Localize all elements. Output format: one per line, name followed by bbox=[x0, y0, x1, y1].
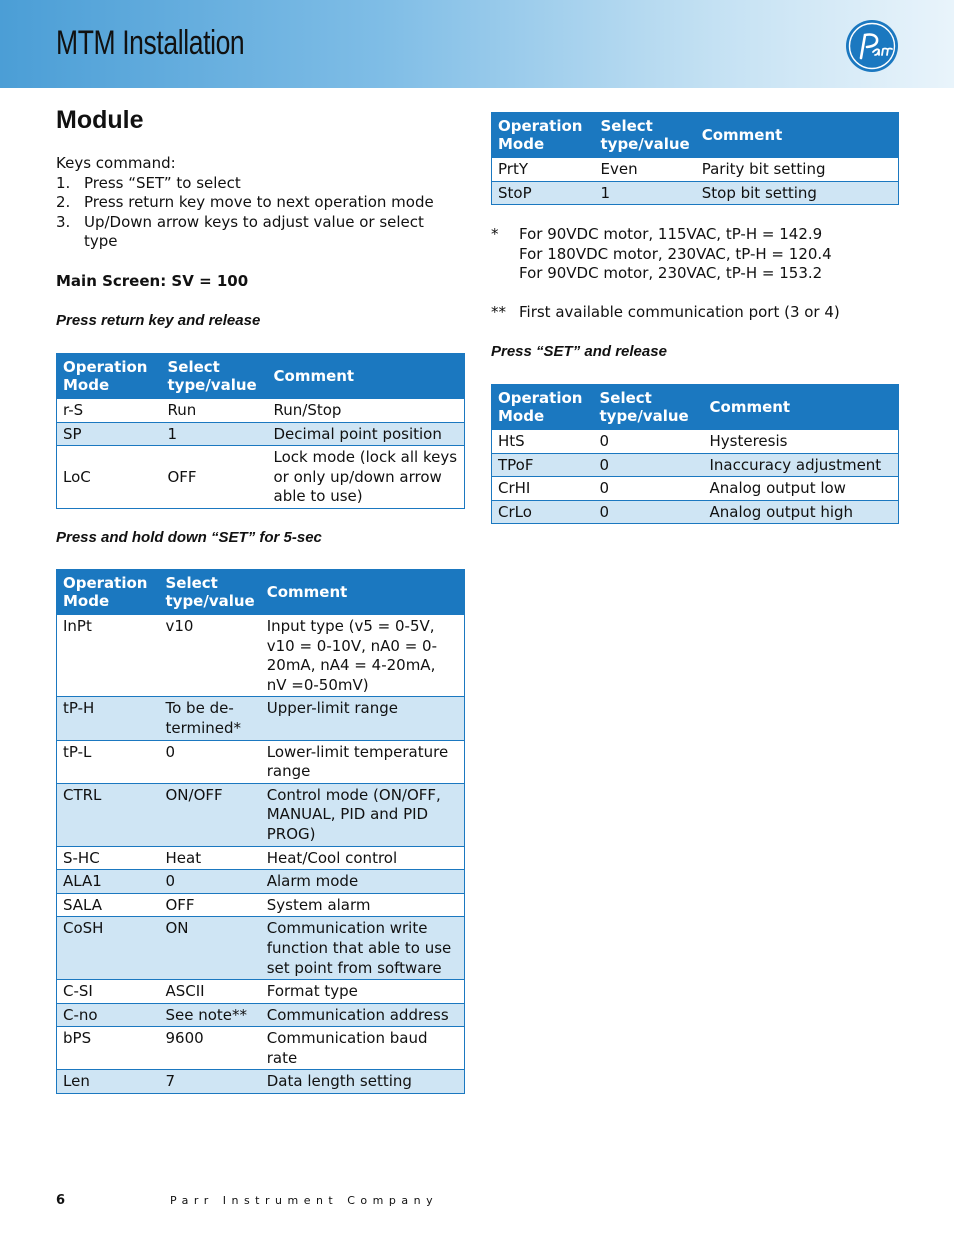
col-header-select: Select type/value bbox=[162, 354, 268, 399]
page-header bbox=[0, 0, 954, 88]
table-communication bbox=[491, 112, 899, 205]
cell-comment: Communication write function that able to use set point from software bbox=[261, 917, 465, 980]
list-text: Up/Down arrow keys to adjust value or select type bbox=[84, 212, 424, 251]
cell-value: 0 bbox=[160, 870, 261, 894]
cell-mode: C-SI bbox=[57, 980, 160, 1004]
footnote-line: For 90VDC motor, 230VAC, tP-H = 153.2 bbox=[519, 264, 823, 283]
cell-mode: r-S bbox=[57, 399, 162, 423]
list-text: Press “SET” to select bbox=[84, 173, 241, 192]
list-text: Press return key move to next operation mode bbox=[84, 193, 434, 212]
cell-mode: CrLo bbox=[492, 500, 594, 524]
section-title: Module bbox=[56, 106, 144, 134]
footnote-star bbox=[491, 225, 832, 284]
footnote-mark: * bbox=[491, 225, 499, 243]
table-row bbox=[57, 917, 465, 980]
table-row bbox=[57, 399, 465, 423]
cell-value: To be de-termined* bbox=[160, 697, 261, 740]
table-row bbox=[57, 1003, 465, 1027]
table-row bbox=[492, 158, 899, 182]
cell-mode: InPt bbox=[57, 615, 160, 697]
cell-mode: SP bbox=[57, 422, 162, 446]
table-row bbox=[57, 783, 465, 846]
keys-title: Keys command: bbox=[56, 154, 176, 172]
keys-command bbox=[56, 154, 456, 252]
col-header-comment: Comment bbox=[696, 113, 899, 158]
cell-comment: System alarm bbox=[261, 893, 465, 917]
cell-mode: TPoF bbox=[492, 453, 594, 477]
cell-value: 0 bbox=[594, 477, 704, 501]
list-item bbox=[56, 213, 456, 252]
table-press-set bbox=[491, 384, 899, 524]
col-header-mode: Operation Mode bbox=[57, 354, 162, 399]
table-row bbox=[57, 980, 465, 1004]
table-row bbox=[57, 870, 465, 894]
col-header-select: Select type/value bbox=[160, 570, 261, 615]
cell-comment: Decimal point position bbox=[268, 422, 465, 446]
col-header-comment: Comment bbox=[261, 570, 465, 615]
cell-comment: Hysteresis bbox=[704, 430, 899, 454]
subhead-hold-set: Press and hold down “SET” for 5-sec bbox=[56, 529, 322, 546]
cell-comment: Data length setting bbox=[261, 1070, 465, 1094]
cell-mode: CoSH bbox=[57, 917, 160, 980]
cell-comment: Analog output low bbox=[704, 477, 899, 501]
table-row bbox=[57, 615, 465, 697]
cell-comment: Lock mode (lock all keys or only up/down arrow able to use) bbox=[268, 446, 465, 509]
col-header-comment: Comment bbox=[268, 354, 465, 399]
cell-value: v10 bbox=[160, 615, 261, 697]
cell-comment: Analog output high bbox=[704, 500, 899, 524]
table-row bbox=[57, 697, 465, 740]
cell-value: 0 bbox=[594, 430, 704, 454]
cell-mode: Len bbox=[57, 1070, 160, 1094]
cell-mode: S-HC bbox=[57, 846, 160, 870]
footnote-double-star bbox=[491, 303, 840, 323]
table-return-key bbox=[56, 353, 465, 509]
parr-logo-icon bbox=[844, 18, 900, 74]
table-row bbox=[57, 422, 465, 446]
cell-value: ON/OFF bbox=[160, 783, 261, 846]
list-number: 1. bbox=[56, 173, 71, 192]
table-row bbox=[492, 430, 899, 454]
table-row bbox=[57, 846, 465, 870]
cell-mode: ALA1 bbox=[57, 870, 160, 894]
cell-value: 9600 bbox=[160, 1027, 261, 1070]
cell-comment: Stop bit setting bbox=[696, 181, 899, 205]
footnote-line: For 180VDC motor, 230VAC, tP-H = 120.4 bbox=[519, 244, 832, 263]
cell-value: 0 bbox=[160, 740, 261, 783]
cell-comment: Parity bit setting bbox=[696, 158, 899, 182]
footnote-block bbox=[491, 225, 832, 284]
cell-mode: C-no bbox=[57, 1003, 160, 1027]
cell-comment: Run/Stop bbox=[268, 399, 465, 423]
cell-value: ON bbox=[160, 917, 261, 980]
keys-list bbox=[56, 174, 456, 252]
cell-mode: HtS bbox=[492, 430, 594, 454]
subhead-press-set: Press “SET” and release bbox=[491, 343, 667, 360]
table-row bbox=[492, 500, 899, 524]
cell-mode: CTRL bbox=[57, 783, 160, 846]
table-row bbox=[57, 1070, 465, 1094]
cell-mode: SALA bbox=[57, 893, 160, 917]
table-row bbox=[57, 1027, 465, 1070]
cell-comment: Control mode (ON/OFF, MANUAL, PID and PID PROG) bbox=[261, 783, 465, 846]
cell-value: 0 bbox=[594, 453, 704, 477]
cell-value: OFF bbox=[160, 893, 261, 917]
col-header-select: Select type/value bbox=[595, 113, 696, 158]
page-number: 6 bbox=[56, 1193, 66, 1208]
col-header-mode: Operation Mode bbox=[492, 113, 595, 158]
col-header-comment: Comment bbox=[704, 385, 899, 430]
cell-mode: tP-L bbox=[57, 740, 160, 783]
table-row bbox=[57, 446, 465, 509]
table-row bbox=[57, 740, 465, 783]
footnote-block bbox=[491, 303, 840, 323]
table-row bbox=[492, 181, 899, 205]
cell-comment: Format type bbox=[261, 980, 465, 1004]
cell-mode: PrtY bbox=[492, 158, 595, 182]
cell-value: 7 bbox=[160, 1070, 261, 1094]
cell-mode: CrHI bbox=[492, 477, 594, 501]
table-hold-set bbox=[56, 569, 465, 1094]
col-header-mode: Operation Mode bbox=[492, 385, 594, 430]
footnote-line: First available communication port (3 or 4) bbox=[519, 303, 840, 321]
cell-mode: bPS bbox=[57, 1027, 160, 1070]
cell-value: 1 bbox=[595, 181, 696, 205]
cell-value: ASCII bbox=[160, 980, 261, 1004]
cell-value: 0 bbox=[594, 500, 704, 524]
list-number: 2. bbox=[56, 193, 71, 212]
cell-comment: Lower-limit temperature range bbox=[261, 740, 465, 783]
footnote-line: For 90VDC motor, 115VAC, tP-H = 142.9 bbox=[519, 225, 823, 243]
cell-mode: StoP bbox=[492, 181, 595, 205]
cell-value: Run bbox=[162, 399, 268, 423]
footnote-mark: ** bbox=[491, 303, 506, 321]
list-item bbox=[56, 193, 456, 213]
cell-comment: Heat/Cool control bbox=[261, 846, 465, 870]
cell-value: Even bbox=[595, 158, 696, 182]
cell-comment: Inaccuracy adjustment bbox=[704, 453, 899, 477]
main-screen-label: Main Screen: SV = 100 bbox=[56, 272, 249, 290]
cell-value: 1 bbox=[162, 422, 268, 446]
page-title: MTM Installation bbox=[56, 24, 245, 62]
cell-comment: Input type (v5 = 0-5V, v10 = 0-10V, nA0 = 0-20mA, nA4 = 4-20mA, nV =0-50mV) bbox=[261, 615, 465, 697]
cell-mode: LoC bbox=[57, 446, 162, 509]
cell-comment: Communication baud rate bbox=[261, 1027, 465, 1070]
cell-comment: Upper-limit range bbox=[261, 697, 465, 740]
cell-comment: Communication address bbox=[261, 1003, 465, 1027]
subhead-return-key: Press return key and release bbox=[56, 312, 261, 329]
list-number: 3. bbox=[56, 212, 71, 231]
cell-comment: Alarm mode bbox=[261, 870, 465, 894]
list-item bbox=[56, 174, 456, 194]
table-row bbox=[57, 893, 465, 917]
table-row bbox=[492, 477, 899, 501]
table-row bbox=[492, 453, 899, 477]
cell-mode: tP-H bbox=[57, 697, 160, 740]
col-header-select: Select type/value bbox=[594, 385, 704, 430]
col-header-mode: Operation Mode bbox=[57, 570, 160, 615]
cell-value: OFF bbox=[162, 446, 268, 509]
company-name: Parr Instrument Company bbox=[170, 1194, 439, 1207]
cell-value: Heat bbox=[160, 846, 261, 870]
cell-value: See note** bbox=[160, 1003, 261, 1027]
